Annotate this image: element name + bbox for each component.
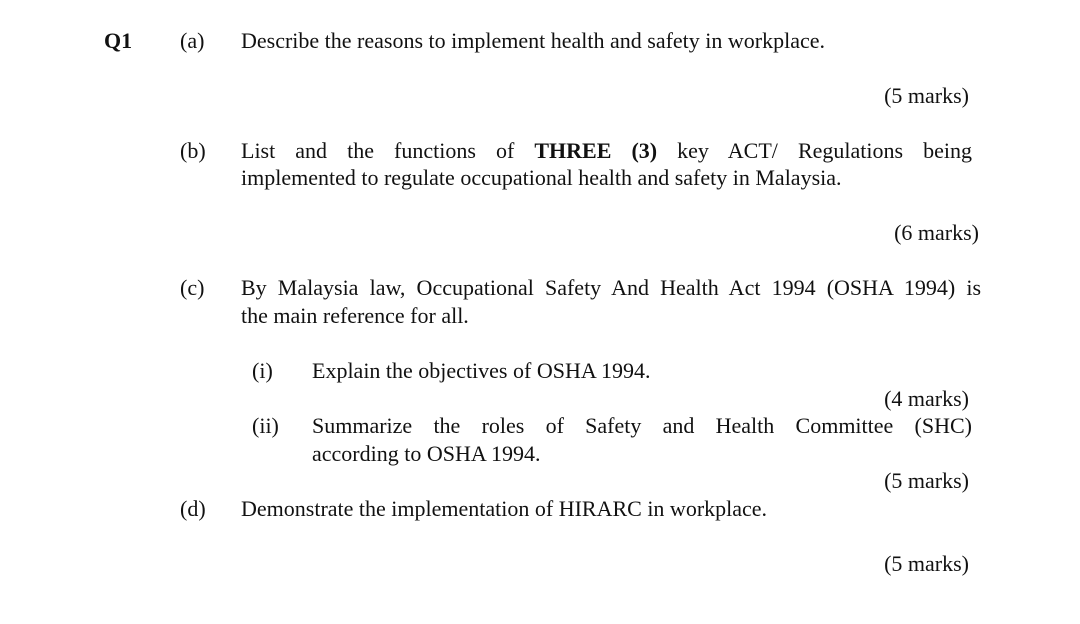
part-b-line2: implemented to regulate occupational health and safety in Malaysia. <box>241 165 842 190</box>
part-c-line1: By Malaysia law, Occupational Safety And Health Act 1994 (OSHA 1994) is <box>241 275 981 300</box>
part-c-label: (c) <box>180 275 205 300</box>
part-c-line2: the main reference for all. <box>241 303 469 328</box>
part-c-i-marks: (4 marks) <box>884 386 969 411</box>
part-c-i-label: (i) <box>252 358 273 383</box>
part-b-line1 <box>241 137 972 164</box>
part-d-label: (d) <box>180 496 206 521</box>
part-b-line1-post: key ACT/ Regulations being <box>677 138 972 163</box>
question-number: Q1 <box>104 28 133 53</box>
part-c-ii-marks: (5 marks) <box>884 468 969 493</box>
part-b-label: (b) <box>180 138 206 163</box>
part-c-ii-label: (ii) <box>252 413 279 438</box>
part-a-marks: (5 marks) <box>884 83 969 108</box>
part-d-text: Demonstrate the implementation of HIRARC in workplace. <box>241 496 768 521</box>
part-a-text: Describe the reasons to implement health and safety in workplace. <box>241 28 826 53</box>
part-a-label: (a) <box>180 28 205 53</box>
part-b-marks: (6 marks) <box>894 220 979 245</box>
part-d-marks: (5 marks) <box>884 551 969 576</box>
part-c-ii-line1: Summarize the roles of Safety and Health Committee (SHC) <box>312 413 972 438</box>
part-b-line1-pre: List and the functions of <box>241 138 515 163</box>
part-b-line1-bold: THREE (3) <box>534 138 658 163</box>
part-c-ii-line2: according to OSHA 1994. <box>312 441 541 466</box>
part-c-i-text: Explain the objectives of OSHA 1994. <box>312 358 651 383</box>
